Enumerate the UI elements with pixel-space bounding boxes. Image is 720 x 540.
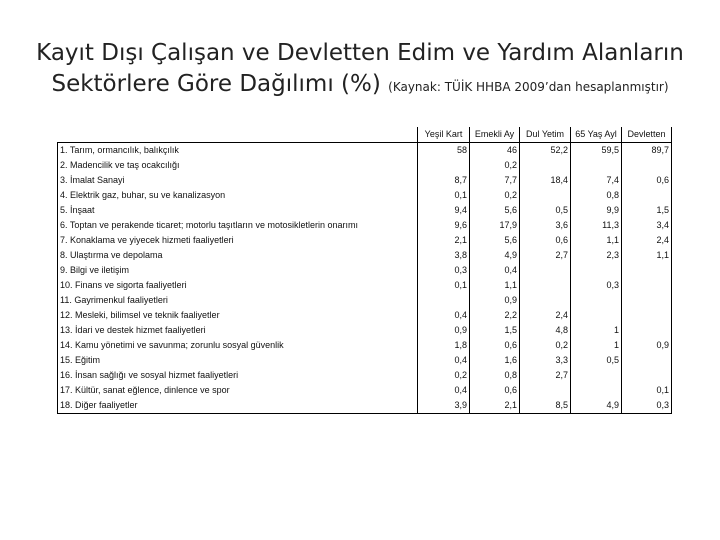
value-cell: 8,5 [520, 398, 571, 414]
header-emekli-ay: Emekli Ay [470, 127, 520, 143]
header-yesil-kart: Yeşil Kart [418, 127, 470, 143]
table-header-row [58, 127, 672, 143]
sector-label: 7. Konaklama ve yiyecek hizmeti faaliyetleri [58, 233, 418, 248]
value-cell: 3,4 [622, 218, 672, 233]
value-cell: 0,4 [418, 353, 470, 368]
value-cell [520, 188, 571, 203]
value-cell: 89,7 [622, 143, 672, 159]
value-cell: 0,4 [418, 383, 470, 398]
table-row [58, 323, 672, 338]
value-cell: 4,9 [470, 248, 520, 263]
value-cell: 52,2 [520, 143, 571, 159]
value-cell: 1 [571, 338, 622, 353]
table-row [58, 218, 672, 233]
value-cell: 9,9 [571, 203, 622, 218]
value-cell: 0,1 [622, 383, 672, 398]
table-row [58, 368, 672, 383]
value-cell: 2,7 [520, 368, 571, 383]
value-cell [520, 278, 571, 293]
sector-label: 12. Mesleki, bilimsel ve teknik faaliyetler [58, 308, 418, 323]
value-cell: 1,1 [622, 248, 672, 263]
value-cell [622, 263, 672, 278]
value-cell: 1,1 [571, 233, 622, 248]
value-cell: 2,4 [520, 308, 571, 323]
sector-label: 15. Eğitim [58, 353, 418, 368]
value-cell: 1,8 [418, 338, 470, 353]
value-cell: 0,8 [470, 368, 520, 383]
value-cell [622, 158, 672, 173]
table-row [58, 353, 672, 368]
value-cell [622, 188, 672, 203]
value-cell: 4,9 [571, 398, 622, 414]
value-cell: 0,6 [520, 233, 571, 248]
value-cell [520, 263, 571, 278]
value-cell: 0,9 [622, 338, 672, 353]
sector-label: 1. Tarım, ormancılık, balıkçılık [58, 143, 418, 159]
table-row [58, 308, 672, 323]
value-cell [418, 293, 470, 308]
value-cell [418, 158, 470, 173]
sector-label: 16. İnsan sağlığı ve sosyal hizmet faaliyetleri [58, 368, 418, 383]
value-cell: 0,3 [418, 263, 470, 278]
header-dul-yetim: Dul Yetim [520, 127, 571, 143]
value-cell: 5,6 [470, 203, 520, 218]
value-cell: 18,4 [520, 173, 571, 188]
value-cell: 2,1 [418, 233, 470, 248]
value-cell: 3,6 [520, 218, 571, 233]
sector-label: 5. İnşaat [58, 203, 418, 218]
value-cell: 3,8 [418, 248, 470, 263]
table-row [58, 188, 672, 203]
value-cell: 2,2 [470, 308, 520, 323]
value-cell: 0,9 [470, 293, 520, 308]
value-cell [571, 293, 622, 308]
value-cell: 3,9 [418, 398, 470, 414]
value-cell: 0,3 [622, 398, 672, 414]
value-cell [571, 308, 622, 323]
value-cell: 59,5 [571, 143, 622, 159]
value-cell: 0,9 [418, 323, 470, 338]
value-cell: 0,4 [418, 308, 470, 323]
value-cell [622, 323, 672, 338]
sector-label: 10. Finans ve sigorta faaliyetleri [58, 278, 418, 293]
value-cell: 3,3 [520, 353, 571, 368]
table-row [58, 278, 672, 293]
sector-label: 8. Ulaştırma ve depolama [58, 248, 418, 263]
title-line-1: Kayıt Dışı Çalışan ve Devletten Edim ve Yardım Alanların [36, 40, 684, 66]
value-cell: 17,9 [470, 218, 520, 233]
value-cell: 0,2 [520, 338, 571, 353]
sector-label: 4. Elektrik gaz, buhar, su ve kanalizasyon [58, 188, 418, 203]
value-cell: 2,4 [622, 233, 672, 248]
value-cell: 2,3 [571, 248, 622, 263]
sector-label: 2. Madencilik ve taş ocakcılığı [58, 158, 418, 173]
value-cell: 11,3 [571, 218, 622, 233]
sector-label: 9. Bilgi ve iletişim [58, 263, 418, 278]
value-cell: 46 [470, 143, 520, 159]
value-cell [520, 383, 571, 398]
value-cell: 0,2 [470, 188, 520, 203]
value-cell: 2,1 [470, 398, 520, 414]
header-sector [58, 127, 418, 143]
value-cell: 7,7 [470, 173, 520, 188]
table-row [58, 263, 672, 278]
title-main: Sektörlere Göre Dağılımı (%) [51, 71, 381, 97]
value-cell: 0,6 [470, 383, 520, 398]
table-row [58, 383, 672, 398]
table-row [58, 143, 672, 159]
value-cell: 2,7 [520, 248, 571, 263]
value-cell: 8,7 [418, 173, 470, 188]
value-cell: 0,4 [470, 263, 520, 278]
value-cell: 0,5 [520, 203, 571, 218]
value-cell: 7,4 [571, 173, 622, 188]
sector-distribution-table [57, 127, 672, 414]
value-cell: 1,6 [470, 353, 520, 368]
value-cell [571, 368, 622, 383]
value-cell: 0,8 [571, 188, 622, 203]
value-cell [622, 353, 672, 368]
value-cell [622, 293, 672, 308]
value-cell: 0,1 [418, 188, 470, 203]
value-cell: 0,1 [418, 278, 470, 293]
sector-label: 6. Toptan ve perakende ticaret; motorlu taşıtların ve motosikletlerin onarımı [58, 218, 418, 233]
table-row [58, 158, 672, 173]
table-row [58, 233, 672, 248]
value-cell: 0,6 [470, 338, 520, 353]
sector-label: 14. Kamu yönetimi ve savunma; zorunlu sosyal güvenlik [58, 338, 418, 353]
sector-label: 13. İdari ve destek hizmet faaliyetleri [58, 323, 418, 338]
slide-title [0, 38, 720, 103]
value-cell: 1,1 [470, 278, 520, 293]
value-cell: 0,2 [470, 158, 520, 173]
value-cell [571, 383, 622, 398]
value-cell [622, 308, 672, 323]
value-cell: 0,2 [418, 368, 470, 383]
value-cell: 0,3 [571, 278, 622, 293]
table-row [58, 203, 672, 218]
value-cell [520, 158, 571, 173]
value-cell: 1 [571, 323, 622, 338]
table-row [58, 248, 672, 263]
value-cell: 1,5 [470, 323, 520, 338]
header-devletten: Devletten [622, 127, 672, 143]
sector-label: 11. Gayrimenkul faaliyetleri [58, 293, 418, 308]
value-cell [622, 278, 672, 293]
header-65-yas-ayl: 65 Yaş Ayl [571, 127, 622, 143]
table-row [58, 338, 672, 353]
value-cell: 1,5 [622, 203, 672, 218]
sector-label: 17. Kültür, sanat eğlence, dinlence ve spor [58, 383, 418, 398]
value-cell [520, 293, 571, 308]
table-row [58, 293, 672, 308]
table-row [58, 398, 672, 414]
value-cell [622, 368, 672, 383]
value-cell: 5,6 [470, 233, 520, 248]
value-cell [571, 263, 622, 278]
value-cell: 0,5 [571, 353, 622, 368]
title-source: (Kaynak: TÜİK HHBA 2009’dan hesaplanmıştır) [388, 80, 669, 94]
value-cell: 4,8 [520, 323, 571, 338]
table-row [58, 173, 672, 188]
title-line-2 [0, 69, 720, 103]
value-cell: 0,6 [622, 173, 672, 188]
value-cell: 9,6 [418, 218, 470, 233]
value-cell: 9,4 [418, 203, 470, 218]
sector-label: 18. Diğer faaliyetler [58, 398, 418, 414]
sector-label: 3. İmalat Sanayi [58, 173, 418, 188]
value-cell [571, 158, 622, 173]
value-cell: 58 [418, 143, 470, 159]
